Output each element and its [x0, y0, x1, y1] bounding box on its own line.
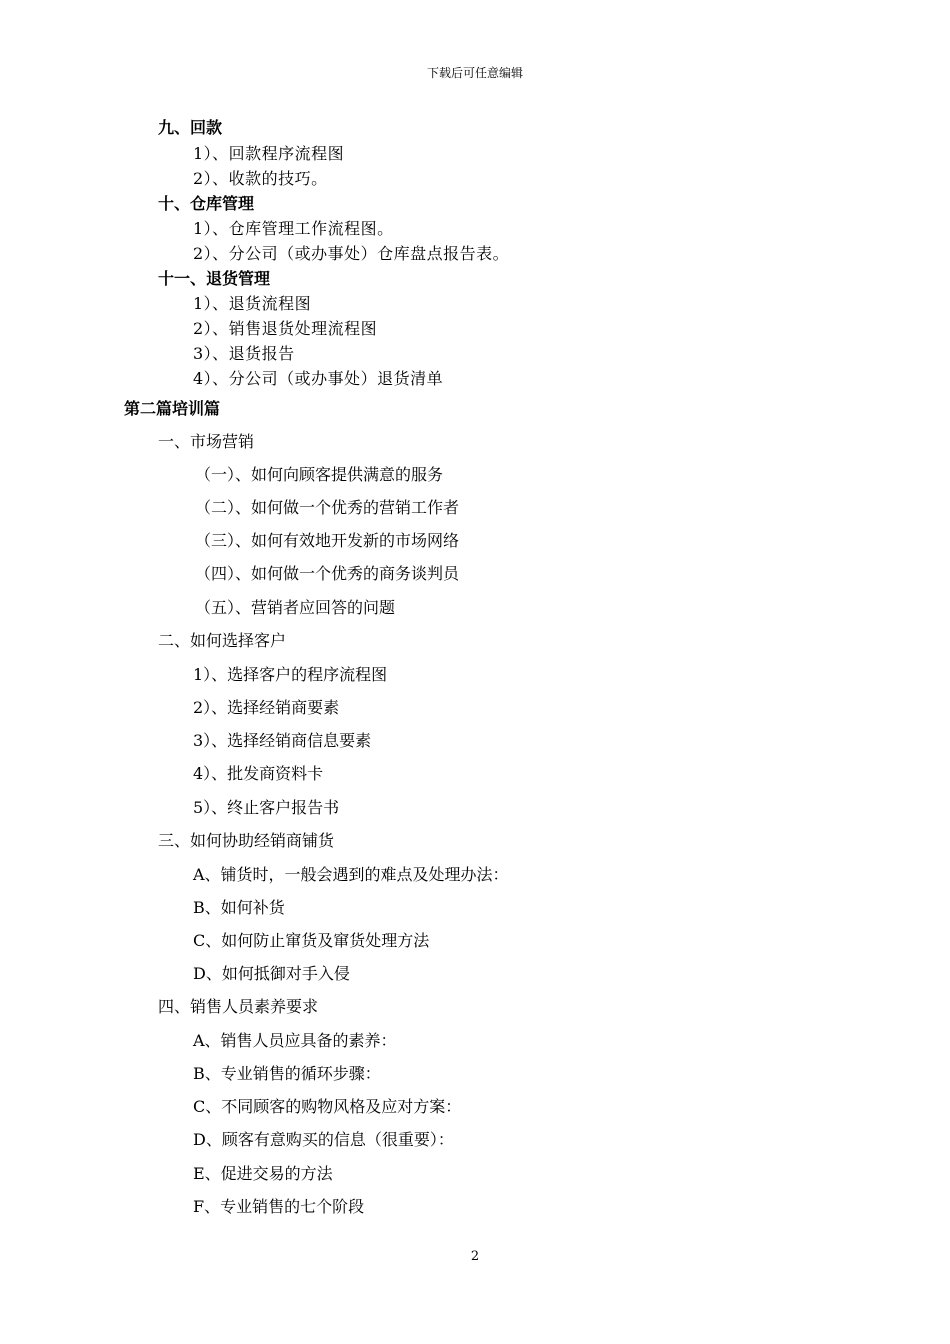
list-item: 2）、分公司（或办事处）仓库盘点报告表。: [193, 244, 510, 263]
page-header: 下载后可任意编辑: [426, 66, 523, 80]
list-item: B、专业销售的循环步骤：: [193, 1064, 381, 1083]
list-item: 4）、批发商资料卡: [193, 764, 324, 783]
list-item: E、促进交易的方法: [193, 1164, 333, 1183]
list-item: （一）、如何向顾客提供满意的服务: [195, 465, 444, 484]
list-item: 2）、收款的技巧。: [193, 169, 328, 188]
list-item: 2）、选择经销商要素: [193, 698, 340, 717]
section-heading-warehouse: 十、仓库管理: [158, 194, 255, 213]
list-item: 5）、终止客户报告书: [193, 798, 340, 817]
section-heading-huikuan: 九、回款: [158, 118, 223, 137]
list-item: 3）、退货报告: [193, 344, 295, 363]
list-item: 1）、仓库管理工作流程图。: [193, 219, 394, 238]
list-item: 3）、选择经销商信息要素: [193, 731, 372, 750]
list-item: B、如何补货: [193, 898, 285, 917]
section-heading-marketing: 一、市场营销: [158, 432, 255, 451]
list-item: 1）、选择客户的程序流程图: [193, 665, 388, 684]
section-heading-choose-customer: 二、如何选择客户: [158, 631, 287, 650]
list-item: （五）、营销者应回答的问题: [195, 598, 396, 617]
list-item: D、顾客有意购买的信息（很重要）：: [193, 1130, 454, 1149]
list-item: （三）、如何有效地开发新的市场网络: [195, 531, 460, 550]
list-item: 1）、退货流程图: [193, 294, 312, 313]
list-item: 1）、回款程序流程图: [193, 144, 345, 163]
part-title: 第二篇培训篇: [124, 399, 221, 418]
list-item: D、如何抵御对手入侵: [193, 964, 350, 983]
list-item: 2）、销售退货处理流程图: [193, 319, 378, 338]
list-item: 4）、分公司（或办事处）退货清单: [193, 369, 444, 388]
section-heading-returns: 十一、退货管理: [158, 269, 271, 288]
list-item: （四）、如何做一个优秀的商务谈判员: [195, 564, 460, 583]
list-item: F、专业销售的七个阶段: [193, 1197, 365, 1216]
list-item: （二）、如何做一个优秀的营销工作者: [195, 498, 460, 517]
section-heading-distribution: 三、如何协助经销商铺货: [158, 831, 335, 850]
list-item: C、如何防止窜货及窜货处理方法: [193, 931, 430, 950]
page-number: 2: [470, 1249, 480, 1264]
list-item: A、铺货时，一般会遇到的难点及处理办法：: [193, 865, 509, 884]
list-item: C、不同顾客的购物风格及应对方案：: [193, 1097, 462, 1116]
list-item: A、销售人员应具备的素养：: [193, 1031, 397, 1050]
section-heading-sales-quality: 四、销售人员素养要求: [158, 997, 319, 1016]
